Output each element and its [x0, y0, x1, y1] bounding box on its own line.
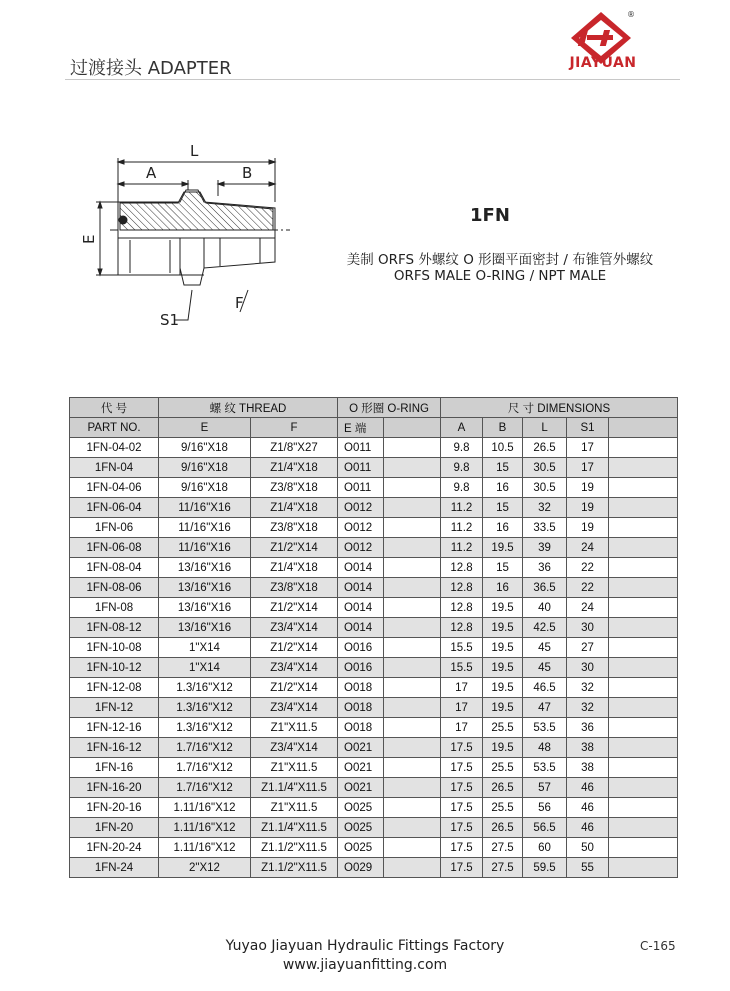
dim-b: 19.5	[483, 698, 523, 718]
dim-a: 9.8	[441, 438, 483, 458]
extra-blank	[609, 618, 678, 638]
thread-e: 9/16"X18	[159, 478, 251, 498]
dim-a: 17	[441, 698, 483, 718]
thread-e: 11/16"X16	[159, 498, 251, 518]
extra-blank	[609, 498, 678, 518]
part-no: 1FN-12	[70, 698, 159, 718]
dim-b: 25.5	[483, 718, 523, 738]
dim-s1: 24	[567, 538, 609, 558]
thread-f: Z1/8"X27	[251, 438, 338, 458]
dim-a: 9.8	[441, 458, 483, 478]
dim-l: 56.5	[523, 818, 567, 838]
dim-s1: 46	[567, 778, 609, 798]
thread-f: Z3/4"X14	[251, 658, 338, 678]
oring-blank	[384, 578, 441, 598]
table-row	[70, 718, 678, 738]
dim-a: 15.5	[441, 638, 483, 658]
oring-blank	[384, 478, 441, 498]
oring-blank	[384, 838, 441, 858]
part-no: 1FN-20-16	[70, 798, 159, 818]
dim-b: 25.5	[483, 798, 523, 818]
oring-e-end: O011	[338, 438, 384, 458]
dim-l: 36	[523, 558, 567, 578]
extra-blank	[609, 538, 678, 558]
thread-f: Z1"X11.5	[251, 758, 338, 778]
oring-e-end: O014	[338, 558, 384, 578]
thread-f: Z3/4"X14	[251, 618, 338, 638]
oring-blank	[384, 618, 441, 638]
extra-blank	[609, 438, 678, 458]
product-description-cn: 美制 ORFS 外螺纹 O 形圈平面密封 / 布锥管外螺纹	[346, 252, 654, 268]
oring-blank	[384, 738, 441, 758]
oring-blank	[384, 798, 441, 818]
oring-e-end: O021	[338, 778, 384, 798]
part-no: 1FN-08-06	[70, 578, 159, 598]
dim-s1: 22	[567, 578, 609, 598]
part-no: 1FN-20-24	[70, 838, 159, 858]
extra-blank	[609, 478, 678, 498]
dim-label-f: F	[235, 294, 244, 312]
dim-b: 26.5	[483, 818, 523, 838]
oring-blank	[384, 458, 441, 478]
oring-blank	[384, 498, 441, 518]
part-no: 1FN-16-12	[70, 738, 159, 758]
oring-e-end: O011	[338, 478, 384, 498]
extra-blank	[609, 578, 678, 598]
table-row	[70, 838, 678, 858]
dim-s1: 46	[567, 798, 609, 818]
dim-l: 30.5	[523, 458, 567, 478]
dim-l: 45	[523, 658, 567, 678]
dim-s1: 46	[567, 818, 609, 838]
part-no: 1FN-12-16	[70, 718, 159, 738]
dim-b: 19.5	[483, 598, 523, 618]
oring-e-end: O016	[338, 638, 384, 658]
oring-blank	[384, 658, 441, 678]
dim-a: 17	[441, 678, 483, 698]
dim-a: 12.8	[441, 558, 483, 578]
thread-e: 1.7/16"X12	[159, 738, 251, 758]
registered-mark: ®	[627, 10, 635, 19]
dim-b: 27.5	[483, 858, 523, 878]
dim-b: 15	[483, 558, 523, 578]
oring-e-end: O025	[338, 838, 384, 858]
table-row	[70, 458, 678, 478]
dim-b: 26.5	[483, 778, 523, 798]
header-part-no: PART NO.	[70, 418, 159, 438]
dim-s1: 27	[567, 638, 609, 658]
thread-e: 11/16"X16	[159, 518, 251, 538]
thread-e: 1.11/16"X12	[159, 818, 251, 838]
oring-blank	[384, 758, 441, 778]
dim-s1: 17	[567, 458, 609, 478]
extra-blank	[609, 598, 678, 618]
table-row	[70, 778, 678, 798]
part-no: 1FN-04	[70, 458, 159, 478]
dim-label-s1: S1	[160, 311, 180, 329]
dim-b: 27.5	[483, 838, 523, 858]
fitting-drawing	[80, 140, 300, 330]
dim-s1: 24	[567, 598, 609, 618]
oring-e-end: O014	[338, 598, 384, 618]
table-row	[70, 578, 678, 598]
dim-s1: 30	[567, 658, 609, 678]
dim-l: 57	[523, 778, 567, 798]
table-row	[70, 818, 678, 838]
oring-e-end: O029	[338, 858, 384, 878]
part-no: 1FN-04-02	[70, 438, 159, 458]
thread-f: Z3/4"X14	[251, 698, 338, 718]
dim-a: 17.5	[441, 858, 483, 878]
dim-l: 30.5	[523, 478, 567, 498]
dim-b: 25.5	[483, 758, 523, 778]
oring-e-end: O014	[338, 578, 384, 598]
dim-a: 17.5	[441, 758, 483, 778]
dim-b: 15	[483, 498, 523, 518]
oring-e-end: O018	[338, 678, 384, 698]
oring-blank	[384, 518, 441, 538]
page-title: 过渡接头 ADAPTER	[70, 58, 232, 79]
part-no: 1FN-04-06	[70, 478, 159, 498]
brand-name: JIAYUAN	[569, 55, 637, 71]
thread-f: Z3/4"X14	[251, 738, 338, 758]
thread-f: Z1.1/2"X11.5	[251, 838, 338, 858]
header-b: B	[483, 418, 523, 438]
dim-a: 15.5	[441, 658, 483, 678]
extra-blank	[609, 558, 678, 578]
dim-l: 26.5	[523, 438, 567, 458]
table-row	[70, 498, 678, 518]
product-code: 1FN	[470, 205, 510, 226]
oring-blank	[384, 778, 441, 798]
dim-l: 48	[523, 738, 567, 758]
thread-e: 2"X12	[159, 858, 251, 878]
dim-s1: 17	[567, 438, 609, 458]
table-row	[70, 858, 678, 878]
header-dimensions: 尺 寸 DIMENSIONS	[441, 398, 678, 418]
table-header-row-1	[70, 398, 678, 418]
oring-blank	[384, 718, 441, 738]
table-row	[70, 698, 678, 718]
thread-e: 1.3/16"X12	[159, 678, 251, 698]
table-row	[70, 758, 678, 778]
header-oring: O 形圈 O-RING	[338, 398, 441, 418]
extra-blank	[609, 798, 678, 818]
dim-l: 60	[523, 838, 567, 858]
dim-a: 11.2	[441, 538, 483, 558]
dim-l: 42.5	[523, 618, 567, 638]
oring-e-end: O014	[338, 618, 384, 638]
oring-blank	[384, 818, 441, 838]
thread-f: Z1/4"X18	[251, 458, 338, 478]
table-row	[70, 438, 678, 458]
table-row	[70, 538, 678, 558]
extra-blank	[609, 658, 678, 678]
dim-l: 33.5	[523, 518, 567, 538]
oring-blank	[384, 438, 441, 458]
thread-f: Z1/2"X14	[251, 538, 338, 558]
dim-s1: 36	[567, 718, 609, 738]
dim-b: 19.5	[483, 738, 523, 758]
oring-e-end: O016	[338, 658, 384, 678]
thread-f: Z3/8"X18	[251, 478, 338, 498]
oring-e-end: O012	[338, 518, 384, 538]
part-no: 1FN-24	[70, 858, 159, 878]
part-no: 1FN-06-08	[70, 538, 159, 558]
dim-a: 11.2	[441, 498, 483, 518]
extra-blank	[609, 738, 678, 758]
dim-s1: 38	[567, 738, 609, 758]
product-description-en: ORFS MALE O-RING / NPT MALE	[393, 268, 607, 284]
header-a: A	[441, 418, 483, 438]
thread-e: 13/16"X16	[159, 558, 251, 578]
dim-s1: 32	[567, 698, 609, 718]
dim-s1: 19	[567, 498, 609, 518]
extra-blank	[609, 638, 678, 658]
oring-blank	[384, 538, 441, 558]
dim-l: 47	[523, 698, 567, 718]
dim-s1: 38	[567, 758, 609, 778]
table-row	[70, 658, 678, 678]
thread-e: 1.3/16"X12	[159, 698, 251, 718]
oring-e-end: O021	[338, 738, 384, 758]
extra-blank	[609, 838, 678, 858]
table-row	[70, 558, 678, 578]
oring-e-end: O025	[338, 818, 384, 838]
oring-blank	[384, 678, 441, 698]
part-no: 1FN-08-04	[70, 558, 159, 578]
dim-l: 40	[523, 598, 567, 618]
oring-blank	[384, 638, 441, 658]
dim-a: 17.5	[441, 798, 483, 818]
oring-e-end: O011	[338, 458, 384, 478]
table-row	[70, 618, 678, 638]
thread-e: 9/16"X18	[159, 438, 251, 458]
thread-f: Z3/8"X18	[251, 578, 338, 598]
dim-b: 16	[483, 478, 523, 498]
oring-e-end: O012	[338, 538, 384, 558]
thread-f: Z1.1/2"X11.5	[251, 858, 338, 878]
thread-f: Z1.1/4"X11.5	[251, 818, 338, 838]
oring-e-end: O025	[338, 798, 384, 818]
dim-label-l: L	[190, 142, 199, 160]
dim-label-b: B	[242, 164, 253, 182]
thread-f: Z3/8"X18	[251, 518, 338, 538]
header-s1: S1	[567, 418, 609, 438]
dim-a: 12.8	[441, 618, 483, 638]
oring-e-end: O021	[338, 758, 384, 778]
dim-s1: 30	[567, 618, 609, 638]
thread-e: 11/16"X16	[159, 538, 251, 558]
thread-f: Z1"X11.5	[251, 798, 338, 818]
header-divider	[65, 79, 680, 80]
part-no: 1FN-10-08	[70, 638, 159, 658]
thread-f: Z1/4"X18	[251, 558, 338, 578]
oring-blank	[384, 598, 441, 618]
part-no: 1FN-08-12	[70, 618, 159, 638]
extra-blank	[609, 778, 678, 798]
table-row	[70, 598, 678, 618]
part-no: 1FN-06	[70, 518, 159, 538]
dim-a: 12.8	[441, 598, 483, 618]
table-row	[70, 798, 678, 818]
dim-s1: 19	[567, 478, 609, 498]
dim-l: 39	[523, 538, 567, 558]
thread-e: 1.11/16"X12	[159, 838, 251, 858]
dim-l: 53.5	[523, 758, 567, 778]
dim-a: 11.2	[441, 518, 483, 538]
header-e: E	[159, 418, 251, 438]
header-l: L	[523, 418, 567, 438]
thread-f: Z1/2"X14	[251, 598, 338, 618]
dim-s1: 22	[567, 558, 609, 578]
part-no: 1FN-10-12	[70, 658, 159, 678]
oring-blank	[384, 858, 441, 878]
dim-a: 9.8	[441, 478, 483, 498]
dim-a: 17.5	[441, 738, 483, 758]
dim-b: 19.5	[483, 678, 523, 698]
thread-e: 1.7/16"X12	[159, 778, 251, 798]
dim-l: 56	[523, 798, 567, 818]
part-no: 1FN-16-20	[70, 778, 159, 798]
dim-b: 19.5	[483, 538, 523, 558]
dim-label-e: E	[80, 234, 98, 244]
dim-b: 19.5	[483, 658, 523, 678]
extra-blank	[609, 518, 678, 538]
dim-b: 16	[483, 518, 523, 538]
dim-s1: 55	[567, 858, 609, 878]
table-row	[70, 518, 678, 538]
header-thread: 螺 纹 THREAD	[159, 398, 338, 418]
thread-e: 1"X14	[159, 638, 251, 658]
thread-e: 13/16"X16	[159, 598, 251, 618]
dim-l: 46.5	[523, 678, 567, 698]
extra-blank	[609, 458, 678, 478]
thread-f: Z1/2"X14	[251, 638, 338, 658]
table-row	[70, 678, 678, 698]
extra-blank	[609, 678, 678, 698]
thread-f: Z1/4"X18	[251, 498, 338, 518]
thread-e: 1"X14	[159, 658, 251, 678]
header-f: F	[251, 418, 338, 438]
header-e-end: E 端	[338, 418, 384, 438]
oring-blank	[384, 558, 441, 578]
dim-b: 19.5	[483, 618, 523, 638]
part-no: 1FN-08	[70, 598, 159, 618]
thread-e: 1.3/16"X12	[159, 718, 251, 738]
table-row	[70, 638, 678, 658]
dim-b: 16	[483, 578, 523, 598]
dim-l: 36.5	[523, 578, 567, 598]
dim-a: 17	[441, 718, 483, 738]
dim-s1: 32	[567, 678, 609, 698]
thread-e: 1.7/16"X12	[159, 758, 251, 778]
dim-a: 12.8	[441, 578, 483, 598]
dim-l: 45	[523, 638, 567, 658]
thread-e: 9/16"X18	[159, 458, 251, 478]
thread-e: 1.11/16"X12	[159, 798, 251, 818]
oring-blank	[384, 698, 441, 718]
oring-e-end: O018	[338, 698, 384, 718]
oring-e-end: O012	[338, 498, 384, 518]
thread-f: Z1/2"X14	[251, 678, 338, 698]
table-row	[70, 738, 678, 758]
header-code-cn: 代 号	[70, 398, 159, 418]
thread-f: Z1"X11.5	[251, 718, 338, 738]
dim-l: 32	[523, 498, 567, 518]
page-number: C-165	[640, 939, 676, 953]
thread-f: Z1.1/4"X11.5	[251, 778, 338, 798]
dim-b: 15	[483, 458, 523, 478]
dim-s1: 50	[567, 838, 609, 858]
thread-e: 13/16"X16	[159, 578, 251, 598]
oring-e-end: O018	[338, 718, 384, 738]
dim-label-a: A	[146, 164, 157, 182]
dim-a: 17.5	[441, 778, 483, 798]
part-no: 1FN-06-04	[70, 498, 159, 518]
dim-l: 59.5	[523, 858, 567, 878]
dim-a: 17.5	[441, 838, 483, 858]
extra-blank	[609, 758, 678, 778]
header-blank	[384, 418, 441, 438]
part-no: 1FN-12-08	[70, 678, 159, 698]
part-no: 1FN-16	[70, 758, 159, 778]
dim-a: 17.5	[441, 818, 483, 838]
table-row	[70, 478, 678, 498]
extra-blank	[609, 718, 678, 738]
header-blank	[609, 418, 678, 438]
dim-s1: 19	[567, 518, 609, 538]
part-no: 1FN-20	[70, 818, 159, 838]
extra-blank	[609, 858, 678, 878]
extra-blank	[609, 818, 678, 838]
footer-factory-name: Yuyao Jiayuan Hydraulic Fittings Factory	[225, 938, 505, 954]
extra-blank	[609, 698, 678, 718]
spec-table	[69, 397, 678, 878]
thread-e: 13/16"X16	[159, 618, 251, 638]
footer-website: www.jiayuanfitting.com	[282, 957, 448, 973]
dim-l: 53.5	[523, 718, 567, 738]
dim-b: 10.5	[483, 438, 523, 458]
table-header-row-2	[70, 418, 678, 438]
dim-b: 19.5	[483, 638, 523, 658]
